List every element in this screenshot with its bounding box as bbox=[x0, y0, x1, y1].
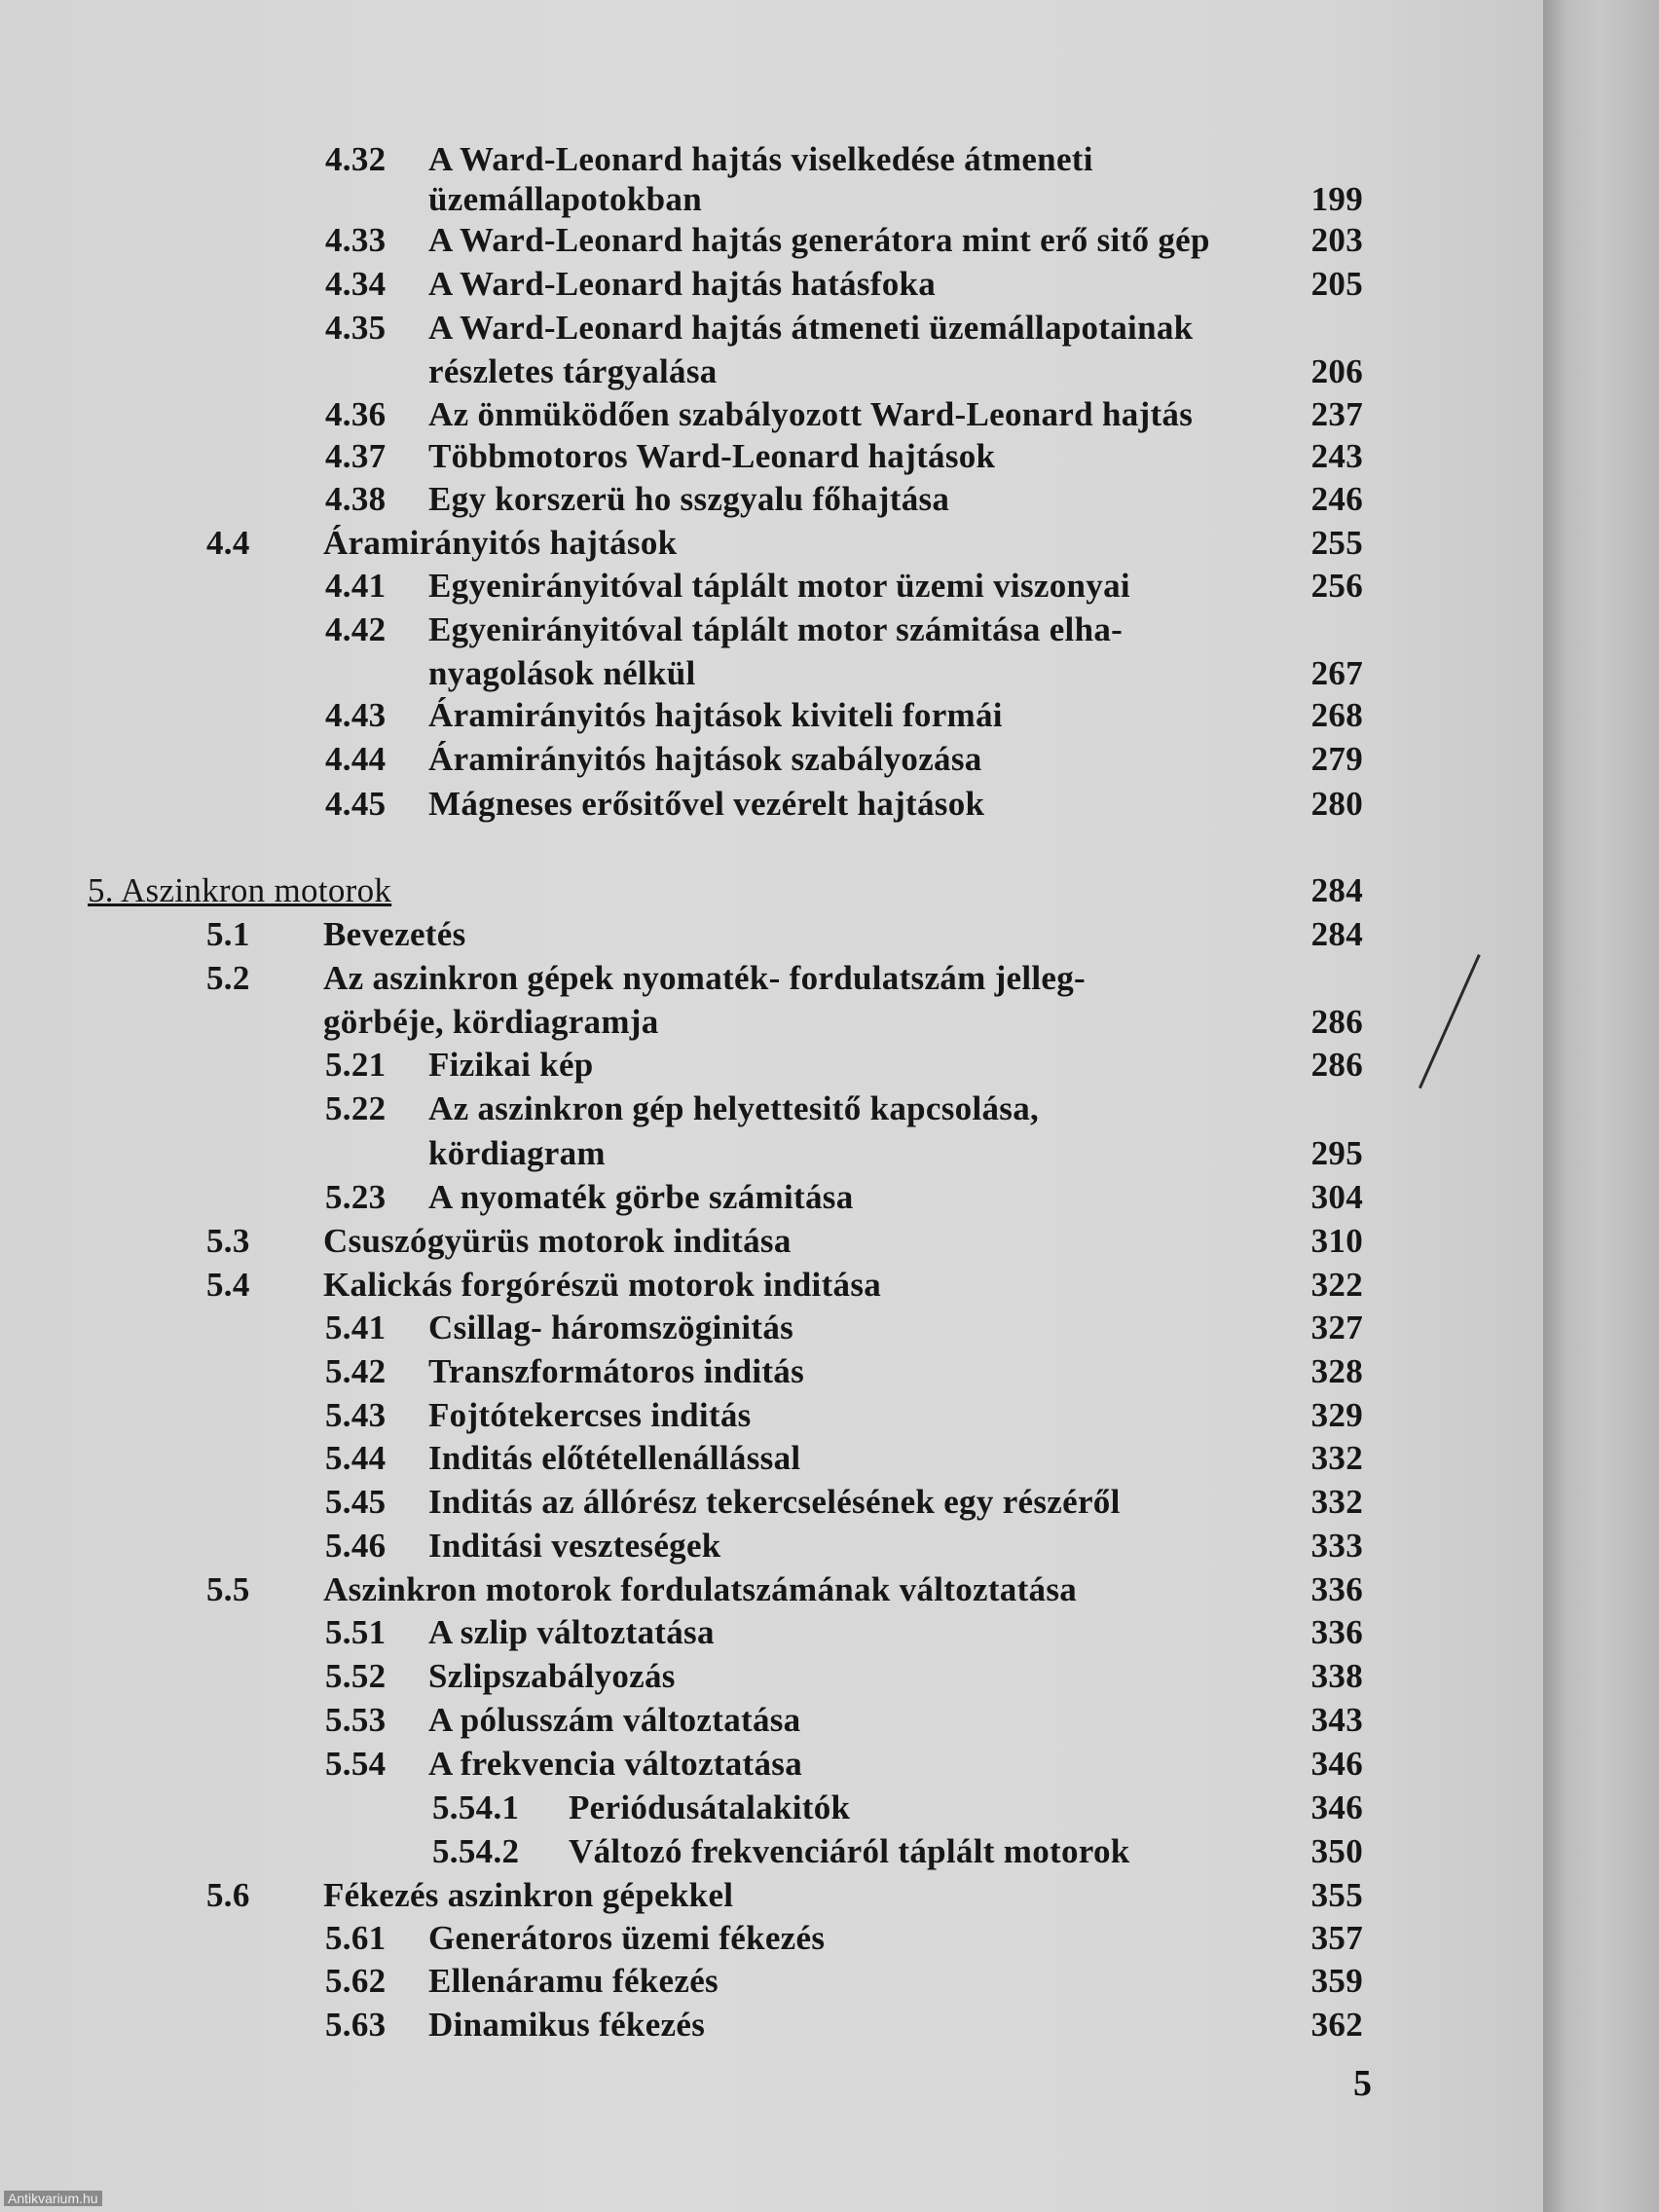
toc-entry bbox=[0, 1655, 1543, 1698]
toc-entry bbox=[0, 1699, 1543, 1742]
entry-title: Csuszógyürüs motorok inditása bbox=[323, 1222, 792, 1260]
toc-entry bbox=[0, 393, 1543, 436]
watermark: Antikvarium.hu bbox=[4, 2191, 102, 2206]
entry-page: 362 bbox=[1310, 2006, 1363, 2044]
toc-entry bbox=[0, 694, 1543, 737]
entry-title: görbéje, kördiagramja bbox=[323, 1003, 659, 1041]
entry-number: 5.52 bbox=[325, 1657, 387, 1695]
entry-number: 4.45 bbox=[325, 785, 387, 823]
entry-number: 5.23 bbox=[325, 1178, 387, 1216]
entry-page: 205 bbox=[1310, 265, 1363, 303]
entry-title: nyagolások nélkül bbox=[428, 654, 696, 692]
entry-title: Dinamikus fékezés bbox=[428, 2006, 706, 2044]
entry-number: 5.54.1 bbox=[432, 1788, 520, 1826]
toc-entry bbox=[0, 1307, 1543, 1349]
entry-page: 359 bbox=[1310, 1962, 1363, 2000]
toc-entry bbox=[0, 1830, 1543, 1873]
entry-number: 5.46 bbox=[325, 1527, 387, 1565]
toc-entry bbox=[0, 1088, 1543, 1130]
toc-entry bbox=[0, 1743, 1543, 1786]
entry-page: 336 bbox=[1310, 1570, 1363, 1608]
toc-entry bbox=[0, 957, 1543, 1000]
entry-number: 5.51 bbox=[325, 1613, 387, 1651]
entry-title: részletes tárgyalása bbox=[428, 352, 718, 390]
entry-number: 5.5 bbox=[206, 1570, 250, 1608]
entry-number: 4.37 bbox=[325, 437, 387, 475]
toc-entry bbox=[0, 1044, 1543, 1087]
entry-number: 5.1 bbox=[206, 915, 250, 953]
entry-page: 357 bbox=[1310, 1919, 1363, 1957]
entry-page: 199 bbox=[1310, 180, 1363, 218]
toc-entry bbox=[0, 1917, 1543, 1960]
entry-title: Egy korszerü ho sszgyalu főhajtása bbox=[428, 480, 950, 518]
entry-page: 206 bbox=[1310, 352, 1363, 390]
entry-number: 5.53 bbox=[325, 1701, 387, 1739]
entry-number: 4.44 bbox=[325, 740, 387, 778]
entry-title: Aszinkron motorok fordulatszámának változtatása bbox=[323, 1570, 1078, 1608]
entry-title: Ellenáramu fékezés bbox=[428, 1962, 719, 2000]
entry-page: 327 bbox=[1310, 1309, 1363, 1346]
entry-title: Szlipszabályozás bbox=[428, 1657, 676, 1695]
entry-page: 246 bbox=[1310, 480, 1363, 518]
toc-entry bbox=[0, 608, 1543, 651]
entry-page: 237 bbox=[1310, 395, 1363, 433]
entry-number: 4.42 bbox=[325, 610, 387, 648]
entry-title: A pólusszám változtatása bbox=[428, 1701, 801, 1739]
entry-number: 4.32 bbox=[325, 140, 387, 178]
entry-page: 346 bbox=[1310, 1745, 1363, 1783]
entry-title: Generátoros üzemi fékezés bbox=[428, 1919, 826, 1957]
entry-title: Fékezés aszinkron gépekkel bbox=[323, 1876, 734, 1914]
entry-title: Egyenirányitóval táplált motor üzemi viszonyai bbox=[428, 567, 1130, 605]
entry-title: Áramirányitós hajtások kiviteli formái bbox=[428, 696, 1003, 734]
toc-entry bbox=[0, 1611, 1543, 1654]
entry-number: 4.36 bbox=[325, 395, 387, 433]
entry-page: 338 bbox=[1310, 1657, 1363, 1695]
toc-entry bbox=[0, 1176, 1543, 1219]
chapter-title: 5. Aszinkron motorok bbox=[88, 871, 392, 909]
toc-entry bbox=[0, 2004, 1543, 2046]
entry-page: 280 bbox=[1310, 785, 1363, 823]
entry-title: Inditás előtétellenállással bbox=[428, 1439, 801, 1477]
entry-title: A Ward-Leonard hajtás hatásfoka bbox=[428, 265, 937, 303]
entry-title: Többmotoros Ward-Leonard hajtások bbox=[428, 437, 996, 475]
entry-page: 255 bbox=[1310, 524, 1363, 562]
entry-page: 279 bbox=[1310, 740, 1363, 778]
entry-page: 322 bbox=[1310, 1266, 1363, 1304]
entry-number: 5.61 bbox=[325, 1919, 387, 1957]
entry-title: A Ward-Leonard hajtás viselkedése átmeneti bbox=[428, 140, 1093, 178]
toc-entry bbox=[0, 1394, 1543, 1437]
entry-number: 5.62 bbox=[325, 1962, 387, 2000]
entry-number: 4.4 bbox=[206, 524, 250, 562]
toc-entry bbox=[0, 783, 1543, 826]
entry-number: 4.34 bbox=[325, 265, 387, 303]
entry-title: Az aszinkron gép helyettesitő kapcsolása, bbox=[428, 1089, 1040, 1127]
entry-number: 5.54 bbox=[325, 1745, 387, 1783]
entry-page: 332 bbox=[1310, 1483, 1363, 1521]
entry-title: Periódusátalakitók bbox=[569, 1788, 851, 1826]
entry-title: Az aszinkron gépek nyomaték- fordulatszám jelleg- bbox=[323, 959, 1087, 997]
entry-title: kördiagram bbox=[428, 1134, 606, 1172]
toc-entry bbox=[0, 1220, 1543, 1263]
toc-entry bbox=[0, 1525, 1543, 1567]
toc-entry bbox=[0, 1264, 1543, 1307]
entry-title: üzemállapotokban bbox=[428, 180, 702, 218]
toc-entry bbox=[0, 1001, 1543, 1044]
entry-title: Változó frekvenciáról táplált motorok bbox=[569, 1832, 1130, 1870]
entry-number: 5.3 bbox=[206, 1222, 250, 1260]
page-number: 5 bbox=[1353, 2063, 1372, 2104]
entry-title: Áramirányitós hajtások szabályozása bbox=[428, 740, 982, 778]
entry-title: Az önmüködően szabályozott Ward-Leonard hajtás bbox=[428, 395, 1194, 433]
toc-entry bbox=[0, 263, 1543, 306]
entry-title: Inditási veszteségek bbox=[428, 1527, 721, 1565]
entry-number: 5.21 bbox=[325, 1046, 387, 1084]
entry-number: 5.45 bbox=[325, 1483, 387, 1521]
book-spine bbox=[1543, 0, 1659, 2212]
entry-title: A szlip változtatása bbox=[428, 1613, 715, 1651]
toc-entry bbox=[0, 1960, 1543, 2003]
toc-entry bbox=[0, 435, 1543, 478]
entry-page: 333 bbox=[1310, 1527, 1363, 1565]
entry-page: 310 bbox=[1310, 1222, 1363, 1260]
entry-number: 5.41 bbox=[325, 1309, 387, 1346]
entry-number: 4.41 bbox=[325, 567, 387, 605]
entry-title: A nyomaték görbe számitása bbox=[428, 1178, 854, 1216]
entry-title: Fojtótekercses inditás bbox=[428, 1396, 752, 1434]
entry-title: Áramirányitós hajtások bbox=[323, 524, 678, 562]
toc-entry bbox=[0, 565, 1543, 608]
entry-title: Kalickás forgórészü motorok inditása bbox=[323, 1266, 882, 1304]
entry-title: Transzformátoros inditás bbox=[428, 1352, 805, 1390]
entry-page: 267 bbox=[1310, 654, 1363, 692]
toc-entry bbox=[0, 1350, 1543, 1393]
entry-title: A frekvencia változtatása bbox=[428, 1745, 803, 1783]
entry-page: 329 bbox=[1310, 1396, 1363, 1434]
entry-title: Bevezetés bbox=[323, 915, 466, 953]
toc-entry bbox=[0, 1787, 1543, 1829]
entry-page: 295 bbox=[1310, 1134, 1363, 1172]
entry-number: 5.2 bbox=[206, 959, 250, 997]
toc-entry bbox=[0, 1437, 1543, 1480]
toc-entry bbox=[0, 219, 1543, 262]
toc-entry bbox=[0, 350, 1543, 393]
entry-page: 304 bbox=[1310, 1178, 1363, 1216]
toc-entry bbox=[0, 1132, 1543, 1175]
toc-entry bbox=[0, 178, 1543, 221]
entry-title: Inditás az állórész tekercselésének egy részéről bbox=[428, 1483, 1121, 1521]
entry-title: Csillag- háromszöginitás bbox=[428, 1309, 794, 1346]
entry-page: 332 bbox=[1310, 1439, 1363, 1477]
entry-number: 5.63 bbox=[325, 2006, 387, 2044]
entry-title: Fizikai kép bbox=[428, 1046, 594, 1084]
entry-page: 284 bbox=[1310, 915, 1363, 953]
entry-number: 5.43 bbox=[325, 1396, 387, 1434]
toc-entry bbox=[0, 738, 1543, 781]
entry-number: 5.4 bbox=[206, 1266, 250, 1304]
toc-entry bbox=[0, 522, 1543, 565]
toc-entry bbox=[0, 1874, 1543, 1917]
toc-entry bbox=[0, 307, 1543, 350]
entry-number: 5.44 bbox=[325, 1439, 387, 1477]
entry-number: 4.33 bbox=[325, 221, 387, 259]
entry-page: 284 bbox=[1310, 871, 1363, 909]
entry-page: 343 bbox=[1310, 1701, 1363, 1739]
toc-entry bbox=[0, 1568, 1543, 1611]
entry-title: A Ward-Leonard hajtás átmeneti üzemállapotainak bbox=[428, 309, 1194, 347]
entry-page: 243 bbox=[1310, 437, 1363, 475]
entry-title: Mágneses erősitővel vezérelt hajtások bbox=[428, 785, 985, 823]
entry-page: 336 bbox=[1310, 1613, 1363, 1651]
toc-entry bbox=[0, 652, 1543, 695]
entry-page: 346 bbox=[1310, 1788, 1363, 1826]
toc-entry bbox=[0, 138, 1543, 181]
entry-number: 5.6 bbox=[206, 1876, 250, 1914]
entry-title: Egyenirányitóval táplált motor számitása elha- bbox=[428, 610, 1124, 648]
entry-page: 350 bbox=[1310, 1832, 1363, 1870]
chapter-heading bbox=[0, 869, 1543, 912]
entry-page: 355 bbox=[1310, 1876, 1363, 1914]
entry-number: 4.38 bbox=[325, 480, 387, 518]
entry-number: 5.54.2 bbox=[432, 1832, 520, 1870]
toc-entry bbox=[0, 913, 1543, 956]
entry-page: 268 bbox=[1310, 696, 1363, 734]
entry-number: 5.22 bbox=[325, 1089, 387, 1127]
entry-number: 5.42 bbox=[325, 1352, 387, 1390]
entry-title: A Ward-Leonard hajtás generátora mint erő sitő gép bbox=[428, 221, 1210, 259]
toc-entry bbox=[0, 478, 1543, 521]
entry-page: 203 bbox=[1310, 221, 1363, 259]
toc-entry bbox=[0, 1481, 1543, 1524]
entry-page: 286 bbox=[1310, 1046, 1363, 1084]
entry-number: 4.43 bbox=[325, 696, 387, 734]
entry-page: 328 bbox=[1310, 1352, 1363, 1390]
entry-number: 4.35 bbox=[325, 309, 387, 347]
entry-page: 256 bbox=[1310, 567, 1363, 605]
entry-page: 286 bbox=[1310, 1003, 1363, 1041]
